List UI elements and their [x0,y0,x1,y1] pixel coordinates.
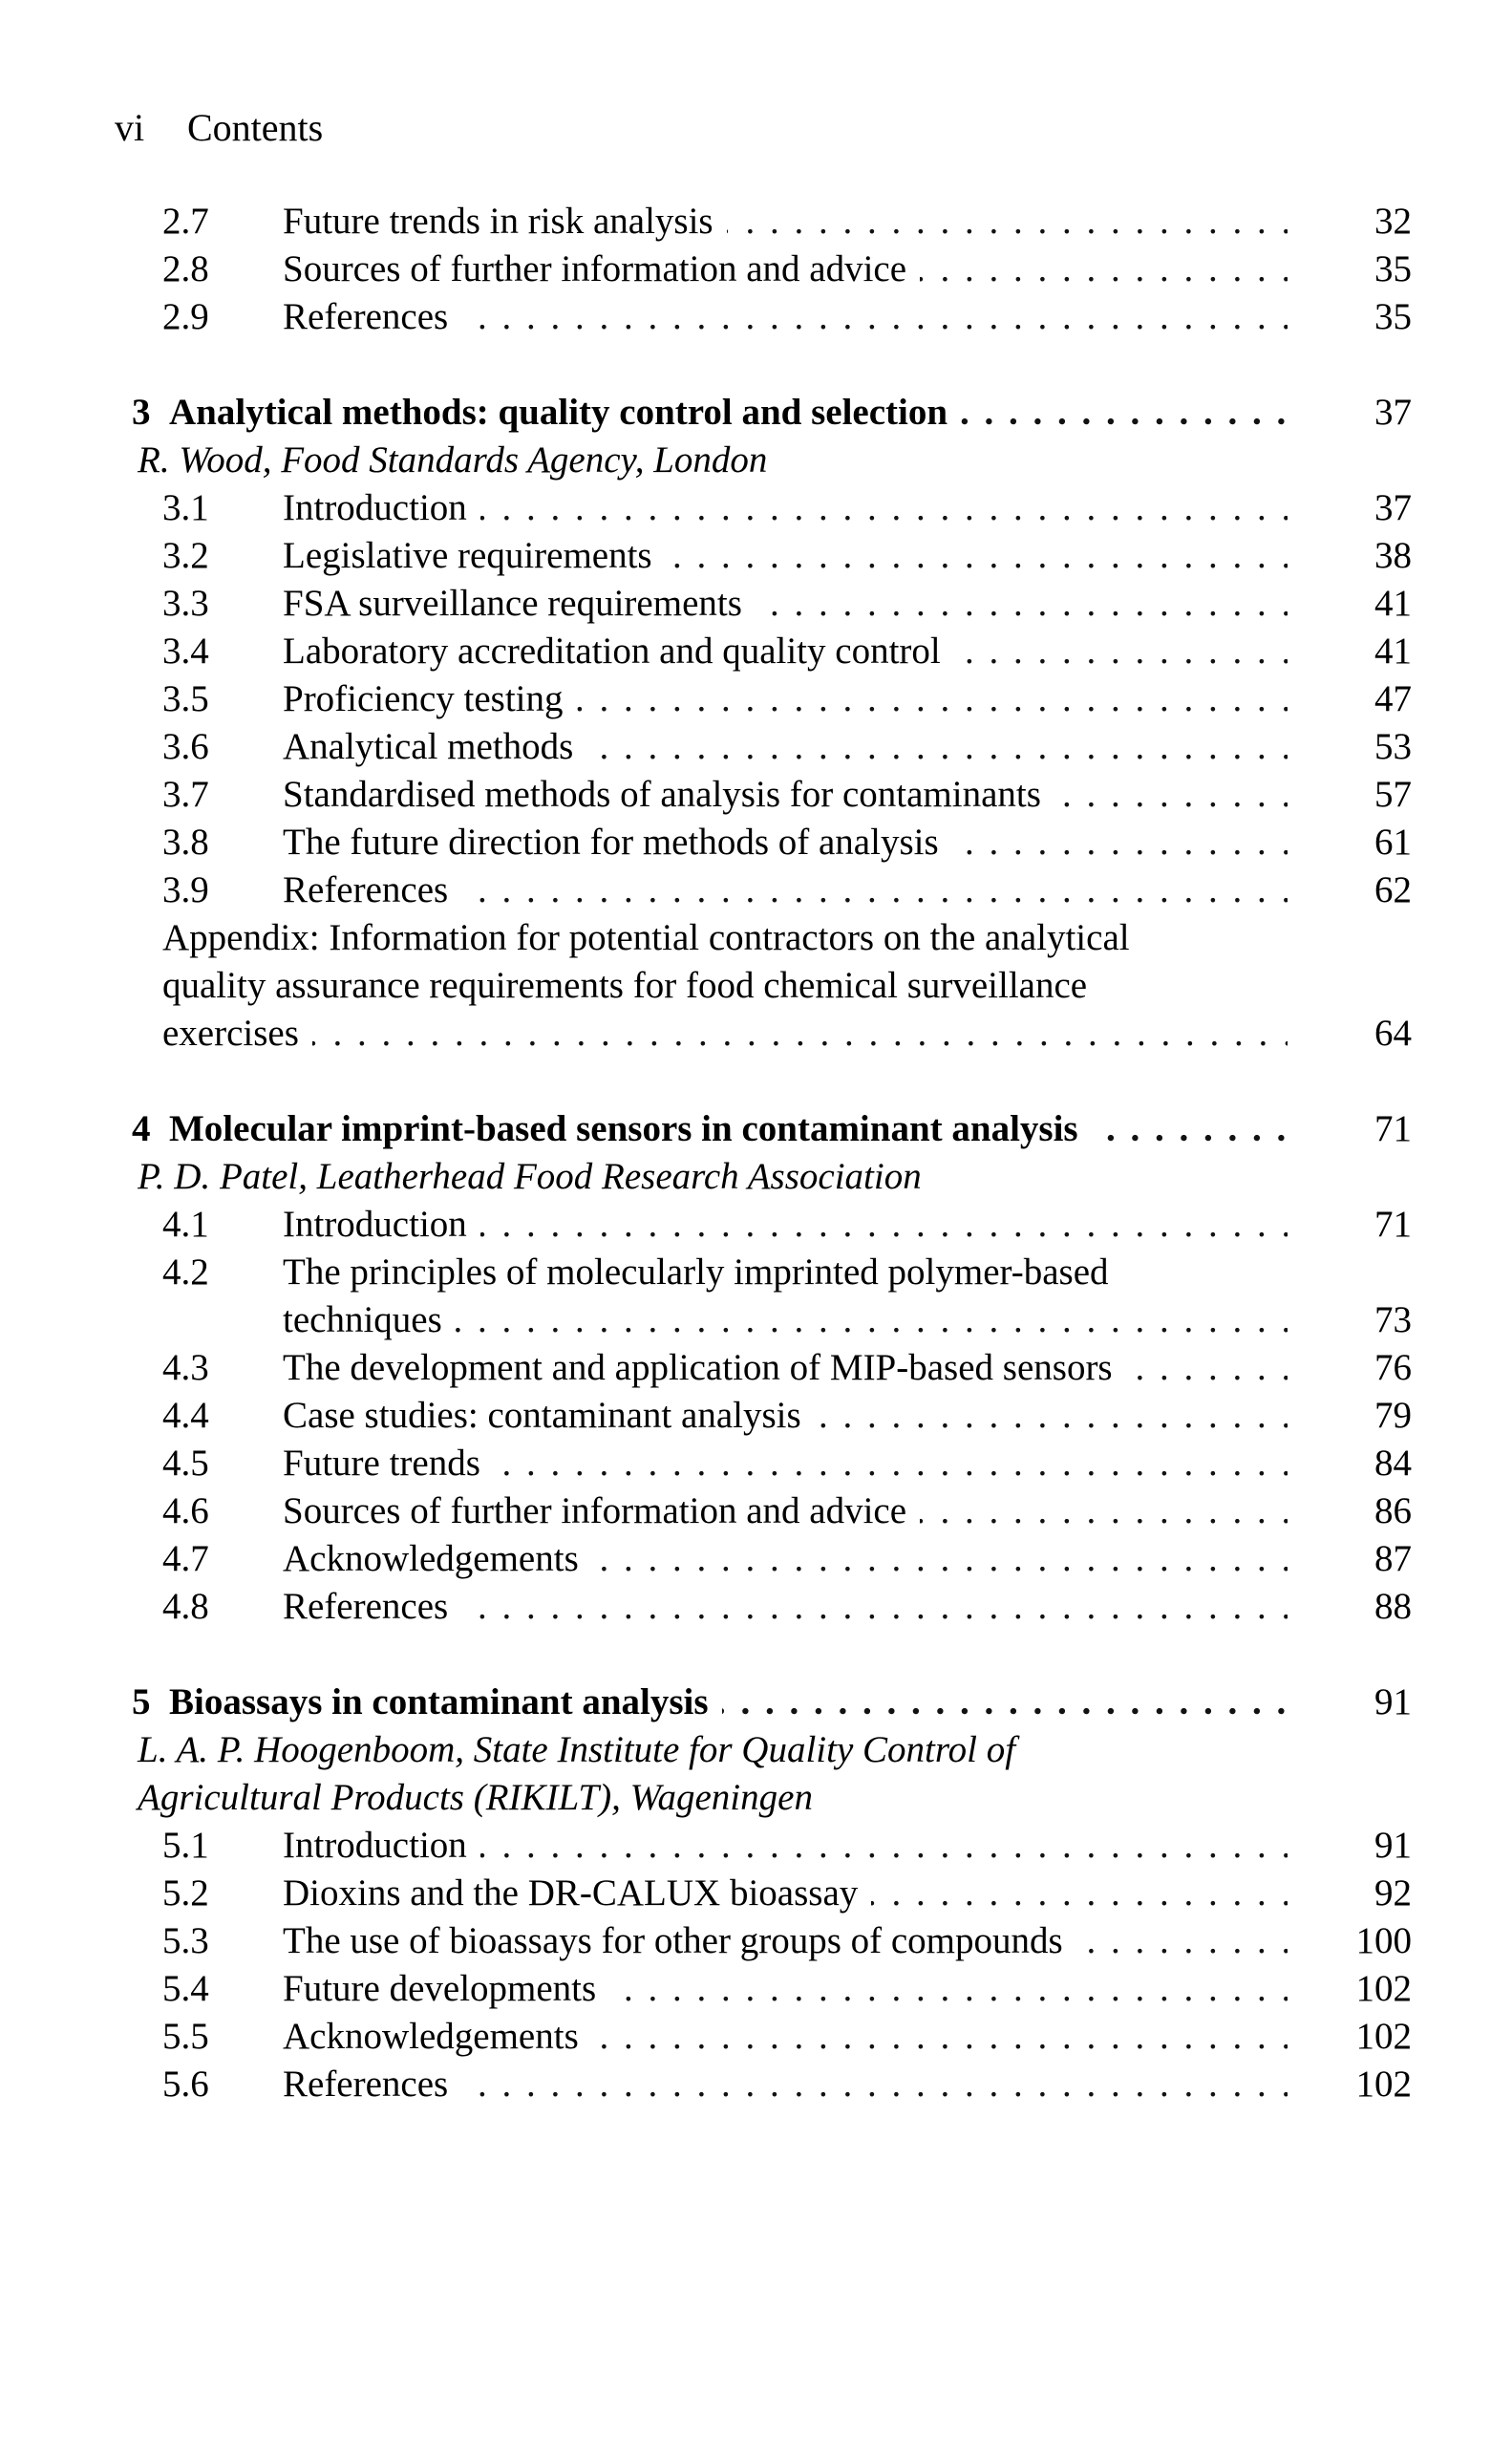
section-title: Introduction [283,1201,480,1249]
section-title: Case studies: contaminant analysis [283,1392,815,1440]
toc-entry-4-5[interactable] [132,1440,1412,1487]
page-number: 64 [1374,1013,1412,1054]
toc-entry-3-6[interactable] [132,723,1412,771]
table-of-contents [132,198,1412,2108]
toc-entry-4-3[interactable] [132,1344,1412,1392]
chapter-author: L. A. P. Hoogenboom, State Institute for Quality Control of [138,1729,1016,1770]
page-number: 79 [1374,1395,1412,1436]
page-number: 71 [1374,1108,1412,1149]
page-number: 88 [1374,1586,1412,1627]
chapter-author-continued: Agricultural Products (RIKILT), Wageningen [138,1777,813,1818]
page-number: 62 [1374,869,1412,910]
toc-entry-appendix[interactable] [132,1010,1412,1058]
section-title: The future direction for methods of analysis [283,819,952,866]
toc-entry-3-9[interactable] [132,866,1412,914]
chapter-5-heading[interactable] [132,1679,1412,1726]
page-number: 38 [1374,535,1412,576]
section-number: 5.2 [162,1872,209,1914]
chapter-title-text: Molecular imprint-based sensors in contaminant analysis [169,1108,1078,1149]
page-number: 87 [1374,1538,1412,1579]
section-title: Proficiency testing [283,675,577,723]
toc-entry-5-1[interactable] [132,1822,1412,1870]
page-number: 41 [1374,631,1412,672]
toc-entry-4-8[interactable] [132,1583,1412,1631]
section-title: Sources of further information and advice [283,1487,920,1535]
section-number: 5.6 [162,2064,209,2105]
page-number: 91 [1374,1825,1412,1866]
section-title: The principles of molecularly imprinted polymer-based [283,1251,1109,1293]
section-number: 3.4 [162,631,209,672]
section-number: 3.3 [162,583,209,624]
page-number: 53 [1374,726,1412,767]
section-title: References [283,1583,461,1631]
section-number: 3.6 [162,726,209,767]
section-title: References [283,2061,461,2108]
chapter-title [132,1679,722,1726]
toc-entry-3-4[interactable] [132,628,1412,675]
page-number: 57 [1374,774,1412,815]
appendix-text: exercises [162,1010,312,1058]
page-number: 35 [1374,248,1412,289]
section-number: 3.5 [162,678,209,719]
page-number: 76 [1374,1347,1412,1388]
section-number: 3.2 [162,535,209,576]
section-title: Laboratory accreditation and quality control [283,628,954,675]
toc-entry-5-6[interactable] [132,2061,1412,2108]
page-number: 102 [1355,2064,1412,2105]
page-number: 71 [1374,1204,1412,1245]
toc-entry-5-2[interactable] [132,1870,1412,1917]
page-number: 32 [1374,201,1412,242]
section-title-continued: techniques [283,1296,456,1344]
chapter-gap [132,1631,1412,1679]
page-number: 37 [1374,487,1412,528]
section-number: 4.4 [162,1395,209,1436]
section-number: 5.1 [162,1825,209,1866]
appendix-text: quality assurance requirements for food chemical surveillance [162,965,1088,1006]
section-title: Introduction [283,1822,480,1870]
toc-entry-2-9[interactable] [132,293,1412,341]
page-title: Contents [187,106,324,149]
page-number: 86 [1374,1490,1412,1531]
toc-entry-2-8[interactable] [132,246,1412,293]
section-title: Introduction [283,484,480,532]
page-number: 84 [1374,1443,1412,1484]
section-number: 2.7 [162,201,209,242]
section-number: 4.6 [162,1490,209,1531]
toc-entry-3-7[interactable] [132,771,1412,819]
page-number: 73 [1374,1299,1412,1340]
toc-entry-5-4[interactable] [132,1965,1412,2013]
section-number: 5.5 [162,2016,209,2057]
chapter-title-text: Bioassays in contaminant analysis [169,1681,709,1722]
chapter-author: P. D. Patel, Leatherhead Food Research Association [138,1156,922,1197]
page-number: 41 [1374,583,1412,624]
page-number: 102 [1355,1968,1412,2009]
section-title: Acknowledgements [283,2013,592,2061]
section-title: Future developments [283,1965,609,2013]
section-number: 4.5 [162,1443,209,1484]
running-head [115,101,323,155]
chapter-title [132,1105,1092,1153]
section-title: References [283,293,461,341]
toc-entry-4-2[interactable] [132,1249,1412,1296]
chapter-3-heading[interactable] [132,389,1412,437]
page-number: 35 [1374,296,1412,337]
appendix-text: Appendix: Information for potential contractors on the analytical [162,917,1130,958]
chapter-title [132,389,961,437]
page-label: vi [115,106,145,149]
section-number: 4.7 [162,1538,209,1579]
page-number: 100 [1355,1920,1412,1961]
section-number: 4.3 [162,1347,209,1388]
section-title: The use of bioassays for other groups of compounds [283,1917,1076,1965]
toc-entry-3-5[interactable] [132,675,1412,723]
chapter-number: 3 [132,392,151,433]
section-title: Future trends [283,1440,494,1487]
toc-entry-4-6[interactable] [132,1487,1412,1535]
section-number: 5.4 [162,1968,209,2009]
page-number: 37 [1374,392,1412,433]
section-number: 4.1 [162,1204,209,1245]
section-title: Dioxins and the DR-CALUX bioassay [283,1870,871,1917]
appendix-line-2 [132,962,1412,1010]
section-number: 2.9 [162,296,209,337]
page-number: 91 [1374,1681,1412,1722]
toc-entry-5-3[interactable] [132,1917,1412,1965]
section-number: 3.9 [162,869,209,910]
section-title: Acknowledgements [283,1535,592,1583]
section-number: 3.8 [162,822,209,863]
page-number: 61 [1374,822,1412,863]
toc-entry-5-5[interactable] [132,2013,1412,2061]
page-number: 47 [1374,678,1412,719]
toc-entry-2-7[interactable] [132,198,1412,246]
section-number: 4.2 [162,1251,209,1293]
toc-entry-4-7[interactable] [132,1535,1412,1583]
section-number: 3.1 [162,487,209,528]
chapter-title-text: Analytical methods: quality control and selection [169,392,948,433]
section-number: 3.7 [162,774,209,815]
section-title: FSA surveillance requirements [283,580,756,628]
page-number: 102 [1355,2016,1412,2057]
toc-entry-3-3[interactable] [132,580,1412,628]
page-number: 92 [1374,1872,1412,1914]
toc-entry-4-1[interactable] [132,1201,1412,1249]
section-title: The development and application of MIP-based sensors [283,1344,1126,1392]
section-number: 2.8 [162,248,209,289]
section-number: 4.8 [162,1586,209,1627]
chapter-4-heading[interactable] [132,1105,1412,1153]
section-title: Standardised methods of analysis for contaminants [283,771,1054,819]
chapter-gap [132,341,1412,389]
section-title: Sources of further information and advice [283,246,920,293]
toc-entry-3-1[interactable] [132,484,1412,532]
toc-entry-3-2[interactable] [132,532,1412,580]
section-title: Legislative requirements [283,532,666,580]
chapter-gap [132,1058,1412,1105]
toc-entry-4-4[interactable] [132,1392,1412,1440]
chapter-number: 4 [132,1108,151,1149]
section-title: References [283,866,461,914]
appendix-line-1 [132,914,1412,962]
chapter-number: 5 [132,1681,151,1722]
toc-entry-4-2-cont[interactable] [132,1296,1412,1344]
section-number: 5.3 [162,1920,209,1961]
chapter-author: R. Wood, Food Standards Agency, London [138,439,768,481]
toc-entry-3-8[interactable] [132,819,1412,866]
section-title: Future trends in risk analysis [283,198,727,246]
section-title: Analytical methods [283,723,586,771]
dot-leader [162,1010,1288,1058]
